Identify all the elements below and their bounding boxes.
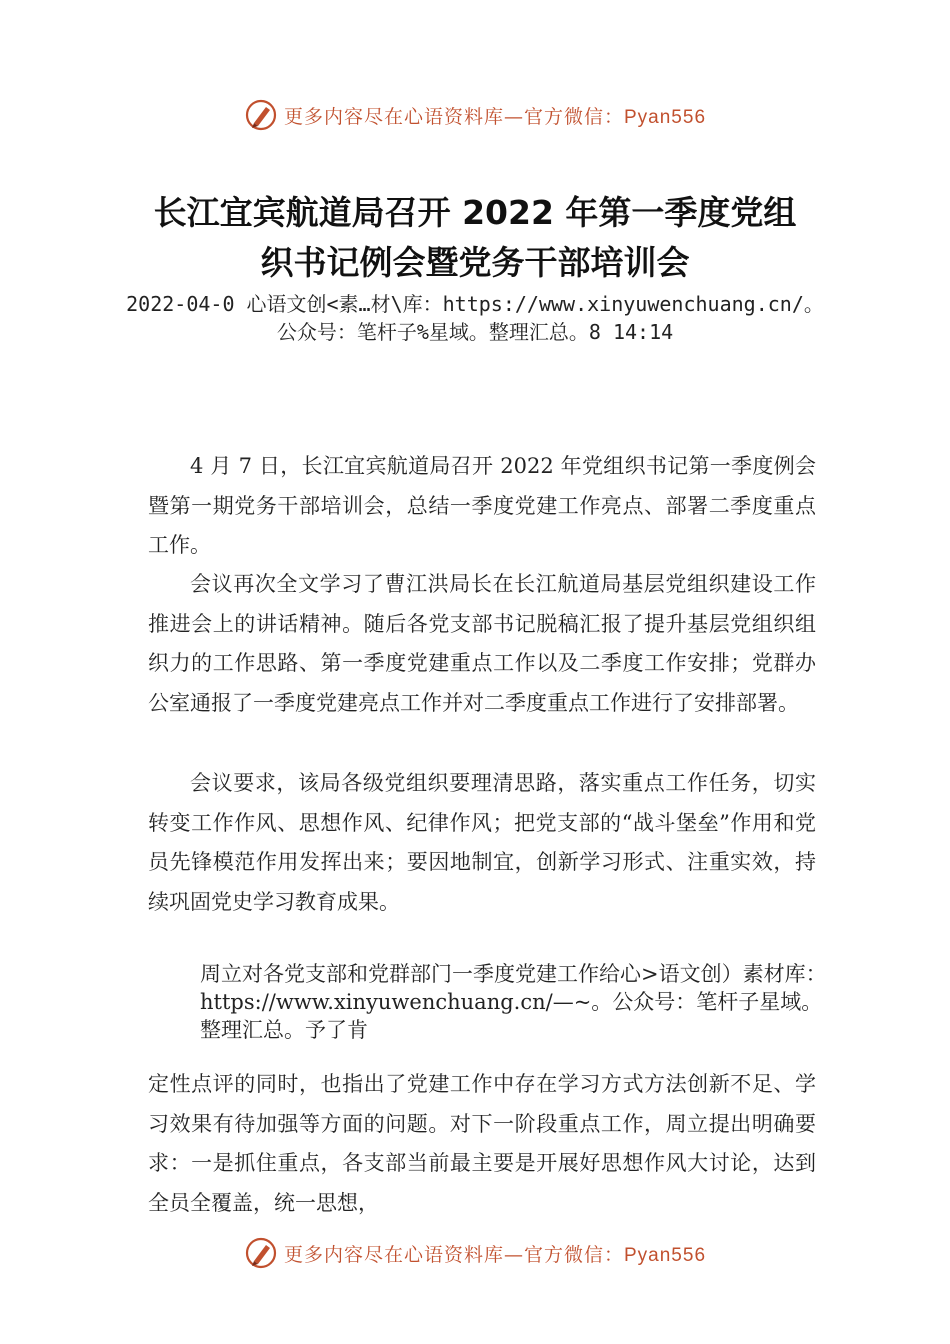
header-banner (0, 90, 950, 140)
document-meta: 2022-04-0 心语文创<素…材\库：https://www.xinyuwenchuang.cn/。公众号：笔杆子%星域。整理汇总。8 14:14 (126, 292, 824, 344)
paragraph: 定性点评的同时，也指出了党建工作中存在学习方式方法创新不足、学习效果有待加强等方面的问题。对下一阶段重点工作，周立提出明确要求：一是抓住重点，各支部当前最主要是开展好思想作风大讨论，达到全员全覆盖，统一思想， (148, 1072, 816, 1215)
document-title (100, 188, 850, 288)
footer-banner (0, 1228, 950, 1278)
paragraph-block-5 (148, 1065, 816, 1223)
paragraph-watermark-insert: 周立对各党支部和党群部门一季度党建工作给心>语文创）素材库：https://www.xinyuwenchuang.cn/—~。公众号：笔杆子星域。整理汇总。予了肯 (200, 962, 827, 1042)
banner-wechat-id: Pyan556 (624, 106, 707, 128)
paragraph: 4 月 7 日，长江宜宾航道局召开 2022 年党组织书记第一季度例会暨第一期党务干部培训会，总结一季度党建工作亮点、部署二季度重点工作。 (148, 454, 816, 557)
paragraph-block-3 (148, 764, 816, 922)
title-line-1: 长江宜宾航道局召开 2022 年第一季度党组 (153, 193, 797, 232)
banner-text (284, 102, 706, 129)
banner-label: 更多内容尽在心语资料库—官方微信： (283, 105, 624, 128)
paragraph: 会议要求，该局各级党组织要理清思路，落实重点工作任务，切实转变工作作风、思想作风、纪律作风；把党支部的“战斗堡垒”作用和党员先锋模范作用发挥出来；要因地制宜，创新学习形式、注重实效，持续巩固党史学习教育成果。 (148, 771, 816, 914)
pen-logo-icon (244, 98, 278, 132)
banner-label: 更多内容尽在心语资料库—官方微信： (283, 1243, 624, 1266)
pen-logo-icon (244, 1236, 278, 1270)
banner-wechat-id: Pyan556 (624, 1244, 707, 1266)
paragraph: 会议再次全文学习了曹江洪局长在长江航道局基层党组织建设工作推进会上的讲话精神。随后各党支部书记脱稿汇报了提升基层党组织组织力的工作思路、第一季度党建重点工作以及二季度工作安排；党群办公室通报了一季度党建亮点工作并对二季度重点工作进行了安排部署。 (148, 572, 816, 715)
title-line-2: 织书记例会暨党务干部培训会 (260, 243, 690, 282)
paragraph-block-1 (148, 447, 816, 566)
paragraph-block-2 (148, 565, 816, 723)
banner-text (284, 1240, 706, 1267)
